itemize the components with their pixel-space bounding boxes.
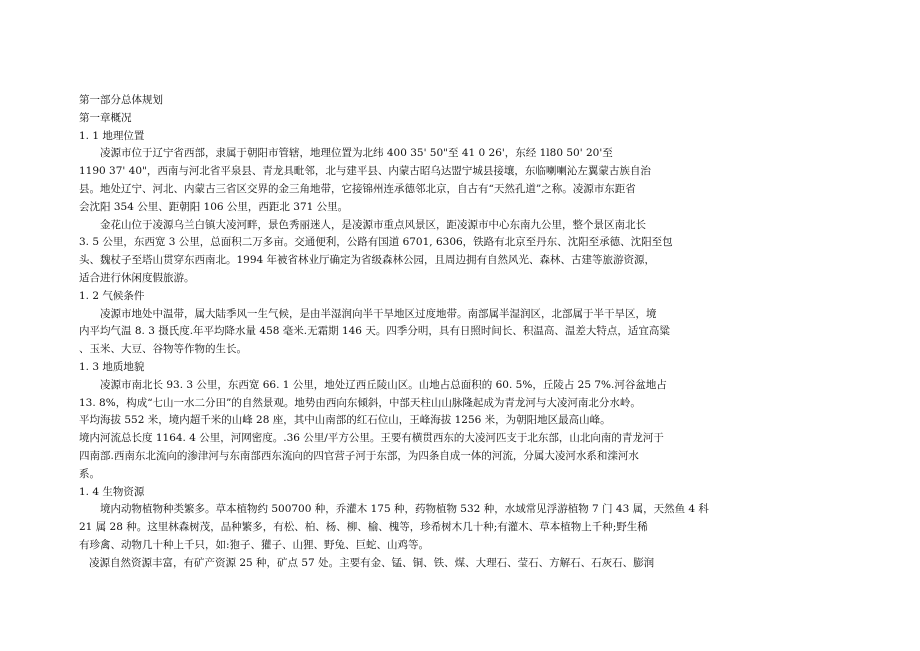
- paragraph-line: 、玉米、大豆、谷物等作物的生长。: [79, 343, 247, 356]
- paragraph-line: 凌源自然资源丰富，有矿产资源 25 种，矿点 57 处。主要有金、锰、铜、铁、煤、大理石、莹石、方解石、石灰石、膨润: [89, 556, 655, 569]
- section-heading-climate: 1. 2 气候条件: [79, 289, 145, 302]
- paragraph-line: 会沈阳 354 公里、距朝阳 106 公里，西距北 371 公里。: [79, 200, 349, 213]
- section-heading-biology: 1. 4 生物资源: [79, 485, 145, 498]
- paragraph-line: 内平均气温 8. 3 摄氏度.年平均降水量 458 毫米.无霜期 146 天。四季分明，具有日照时间长、积温高、温差大特点，适宜高粱: [79, 325, 670, 338]
- paragraph-line: 凌源市南北长 93. 3 公里，东西宽 66. 1 公里，地处辽西丘陵山区。山地占总面积的 60. 5%，丘陵占 25 7%.河谷盆地占: [100, 378, 667, 391]
- paragraph-line: 凌源市地处中温带，属大陆季风一生气候，是由半湿润向半干旱地区过度地带。南部属半湿润区，北部属于半干旱区，境: [100, 307, 657, 320]
- paragraph-line: 3. 5 公里，东西宽 3 公里，总面积二万多亩。交通便利，公路有国道 6701, 6306，铁路有北京至丹东、沈阳至承德、沈阳至包: [79, 236, 673, 249]
- chapter-title: 第一章概况: [79, 111, 132, 124]
- section-heading-geography: 1. 1 地理位置: [79, 129, 145, 142]
- paragraph-line: 县。地处辽宁、河北、内蒙古三省区交界的金三角地带，它接锦州连承德邻北京，自古有“天然孔道”之称。凌源市东距省: [79, 182, 636, 195]
- paragraph-line: 21 属 28 种。这里林森树茂，品种繁多，有松、柏、杨、柳、榆、槐等，珍希树木几十种;有灌木、草本植物上千种;野生稀: [79, 521, 648, 534]
- paragraph-line: 凌源市位于辽宁省西部，隶属于朝阳市管辖，地理位置为北纬 400 35' 50"至 41 0 26'，东经 1l80 50' 20'至: [100, 147, 613, 160]
- paragraph-line: 适合进行休闲度假旅游。: [79, 271, 195, 284]
- paragraph-line: 13. 8%，构成“七山一水二分田”的自然景观。地势由西向东倾斜，中部天柱山山脉隆起成为青龙河与大凌河南北分水岭。: [79, 396, 641, 409]
- paragraph-line: 境内河流总长度 1164. 4 公里，河网密度。.36 公里/平方公里。王要有横贯西东的大凌河匹支于北东部，山北向南的青龙河于: [79, 432, 664, 445]
- paragraph-line: 平均海拔 552 米，境内超千米的山峰 28 座，其中山南部的红石位山，王峰海拔 1256 米，为朝阳地区最高山峰。: [79, 414, 611, 427]
- paragraph-line: 系。: [79, 467, 100, 480]
- paragraph-line: 境内动物植物种类繁多。草本植物约 500700 种，乔灌木 175 种，药物植物 532 种，水域常见浮游植物 7 门 43 属，天然鱼 4 科: [100, 503, 709, 516]
- paragraph-line: 1190 37' 40"，西南与河北省平泉县、青龙具毗邻，北与建平县、内蒙古昭乌达盟宁城县接壤，东临喇喇沁左翼蒙古族自治: [79, 165, 651, 178]
- section-heading-geology: 1. 3 地质地貌: [79, 360, 145, 373]
- part-title: 第一部分总体规划: [79, 94, 163, 106]
- paragraph-line: 四南部.西南东北流向的渗津河与东南部西东流向的四官营子河于东部，为四条自成一体的河流，分属大凌河水系和滦河水: [79, 449, 639, 462]
- paragraph-line: 金花山位于凌源乌兰白镇大凌河畔，景色秀丽迷人，是凌源市重点风景区，距凌源市中心东南九公里，整个景区南北长: [100, 218, 646, 231]
- paragraph-line: 头、魏杖子至塔山贯穿东西南北。1994 年被省林业厅确定为省级森林公园，且周边拥有自然风光、森林、古建等旅游资源，: [79, 254, 656, 267]
- paragraph-line: 有珍禽、动物几十种上千只，如:狍子、獾子、山狸、野兔、巨蛇、山鸡等。: [79, 538, 430, 551]
- document-body: [79, 92, 799, 573]
